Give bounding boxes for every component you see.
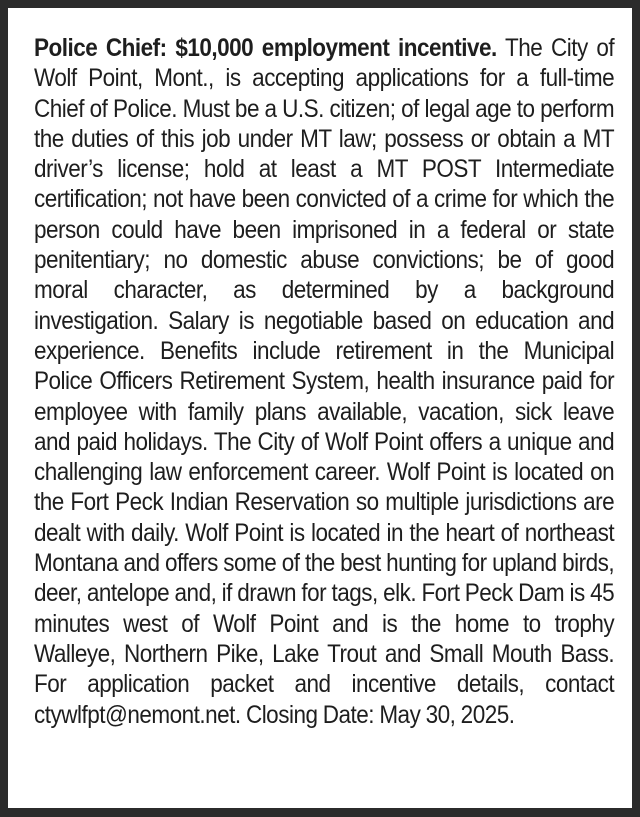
ad-body: The City of Wolf Point, Mont., is accepting applications for a full-time Chief of Police. Must be a U.S. citizen; of legal age to perform the duties of this job under MT law; possess or obtain a MT driver’s license; hold at least a MT POST Intermediate certification; not have been convicted of a crime for which the person could have been imprisoned in a federal or state penitentiary; no domestic abuse convictions; be of good moral character, as determined by a background investigation. Salary is negotiable based on education and experience. Benefits include retirement in the Municipal Police Officers Retirement System, health insurance paid for employee with family plans available, vacation, sick leave and paid holidays. The City of Wolf Point offers a unique and challenging law enforcement career. Wolf Point is located on the Fort Peck Indian Reservation so multiple jurisdictions are dealt with daily. Wolf Point is located in the heart of northeast Montana and offers some of the best hunting for upland birds, deer, antelope and, if drawn for tags, elk. Fort Peck Dam is 45 minutes west of Wolf Point and is the home to trophy Walleye, Northern Pike, Lake Trout and Small Mouth Bass. For application packet and incentive details, contact ctywlfpt@nemont.net. Closing Date: May 30, 2025. [34, 35, 615, 729]
ad-text [34, 34, 614, 731]
classified-ad [8, 8, 632, 808]
ad-headline: Police Chief: $10,000 employment incentive. [34, 35, 497, 62]
